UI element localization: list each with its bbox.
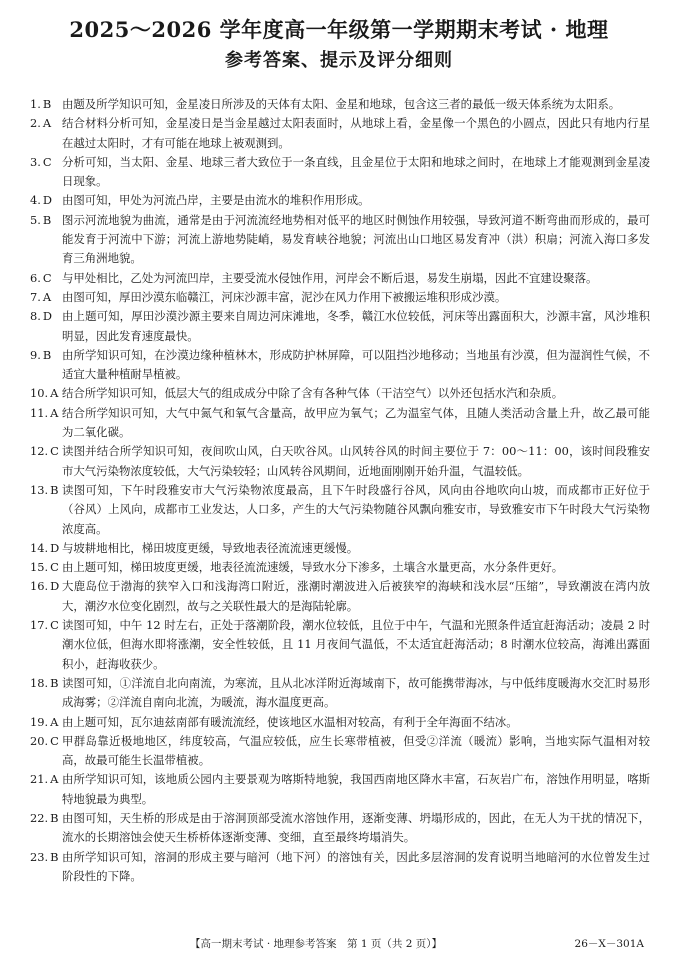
- answer-choice: B: [42, 347, 52, 362]
- footer-exam-code: 26－X－301A: [574, 938, 644, 950]
- answer-item-21: [30, 770, 650, 809]
- answer-explanation: 由所学知识可知，该地质公园内主要景观为喀斯特地貌，我国西南地区降水丰富，石灰岩广布，溶蚀作用明显，喀斯特地貌最为典型。: [62, 772, 650, 806]
- answer-choice: B: [50, 675, 59, 690]
- answer-number: 9.: [30, 347, 41, 362]
- page-footer: [0, 936, 678, 954]
- answer-number: 14.: [30, 540, 49, 555]
- answer-item-4: [30, 191, 650, 210]
- answer-item-2: [30, 114, 650, 153]
- answer-explanation: 分析可知，当太阳、金星、地球三者大致位于一条直线，且金星位于太阳和地球之间时，在地球上才能观测到金星凌日现象。: [62, 154, 650, 189]
- answer-choice: C: [50, 444, 59, 459]
- answer-choice: D: [50, 579, 60, 594]
- answer-item-10: [30, 384, 650, 403]
- answer-explanation: 与坡耕地相比，梯田坡度更缓，导致地表径流流速更缓慢。: [62, 540, 359, 555]
- answer-number: 16.: [30, 579, 49, 594]
- answer-choice: C: [50, 560, 59, 575]
- answer-explanation: 由图可知，甲处为河流凸岸，主要是由流水的堆积作用形成。: [62, 193, 370, 208]
- answer-choice: B: [42, 212, 52, 227]
- answer-choice: C: [42, 270, 52, 285]
- answer-explanation: 由所学知识可知，溶洞的形成主要与暗河（地下河）的溶蚀有关，因此多层溶洞的发育说明当地暗河的水位曾发生过阶段性的下降。: [62, 849, 650, 883]
- answer-choice: B: [50, 849, 59, 864]
- answer-number: 4.: [30, 193, 41, 208]
- answer-choice: D: [42, 193, 53, 208]
- answer-number: 2.: [30, 116, 41, 131]
- answer-explanation: 读图并结合所学知识可知，夜间吹山风，白天吹谷风。山风转谷风的时间主要位于 7：00～11：00，该时间段雅安市大气污染物浓度较低，大气污染较轻；山风转谷风期间，近地面刚刚开始升温，气温较低。: [62, 444, 650, 478]
- answer-number: 21.: [30, 772, 49, 787]
- answer-choice: D: [42, 309, 53, 324]
- answer-item-6: [30, 269, 650, 288]
- answer-item-9: [30, 346, 650, 385]
- answer-choice: A: [50, 714, 59, 729]
- answer-number: 23.: [30, 849, 49, 864]
- answer-number: 10.: [30, 386, 49, 401]
- answer-item-14: [30, 539, 650, 558]
- answer-item-12: [30, 442, 650, 481]
- answer-choice: B: [50, 810, 59, 825]
- answer-item-16: [30, 577, 650, 616]
- answer-explanation: 结合材料分析可知，金星凌日是当金星越过太阳表面时，从地球上看，金星像一个黑色的小圆点，因此只有地内行星在越过太阳时，才有可能在地球上被观测到。: [62, 116, 650, 150]
- answer-number: 7.: [30, 289, 41, 304]
- answer-explanation: 结合所学知识可知，低层大气的组成成分中除了含有各种气体（干洁空气）以外还包括水汽和杂质。: [62, 386, 564, 401]
- answer-explanation: 甲群岛靠近极地地区，纬度较高，气温应较低，应生长寒带植被，但受②洋流（暖流）影响，当地实际气温相对较高，故最可能生长温带植被。: [62, 733, 650, 768]
- answer-explanation: 由图可知，厚田沙漠东临赣江，河床沙源丰富，泥沙在风力作用下被搬运堆积形成沙漠。: [62, 289, 507, 304]
- answer-choice: A: [42, 116, 52, 131]
- answer-item-11: [30, 404, 650, 443]
- answer-number: 11.: [30, 405, 49, 420]
- answer-item-13: [30, 481, 650, 539]
- answer-explanation: 由上题可知，瓦尔迪兹南部有暖流流经，使该地区水温相对较高，有利于全年海面不结冰。: [62, 714, 518, 729]
- answer-number: 20.: [30, 733, 49, 748]
- answer-choice: C: [50, 733, 59, 748]
- answer-number: 5.: [30, 212, 41, 227]
- answer-item-23: [30, 848, 650, 887]
- answer-explanation: 由题及所学知识可知，金星凌日所涉及的天体有太阳、金星和地球，包含这三者的最低一级天体系统为太阳系。: [62, 97, 621, 111]
- answer-explanation: 读图可知，①洋流自北向南流，为寒流，且从北冰洋附近海域南下，故可能携带海冰，与中低纬度暖海水交汇时易形成海雾；②洋流自南向北流，为暖流，海水温度更高。: [62, 675, 650, 710]
- answer-choice: A: [50, 405, 59, 420]
- answer-number: 15.: [30, 560, 49, 575]
- answer-choice: A: [42, 289, 52, 304]
- answer-number: 17.: [30, 618, 49, 633]
- answer-item-1: [30, 95, 650, 114]
- answer-choice: C: [42, 154, 52, 169]
- answer-number: 6.: [30, 270, 41, 285]
- answer-number: 1.: [30, 97, 41, 111]
- answer-number: 19.: [30, 714, 49, 729]
- answer-choice: C: [50, 618, 59, 633]
- answer-choice: A: [50, 386, 59, 401]
- answer-choice: B: [42, 97, 52, 111]
- answer-item-15: [30, 558, 650, 577]
- answer-choice: A: [50, 772, 59, 787]
- answer-number: 22.: [30, 810, 49, 825]
- answer-number: 8.: [30, 309, 41, 324]
- page-subtitle: 参考答案、提示及评分细则: [225, 50, 453, 71]
- answer-number: 18.: [30, 675, 49, 690]
- answer-item-5: [30, 211, 650, 269]
- answer-item-22: [30, 809, 650, 848]
- answer-explanation: 读图可知，下午时段雅安市大气污染物浓度最高，且下午时段盛行谷风，风向由谷地吹向山坡，而成都市正好位于（谷风）上风向，成都市工业发达，人口多，产生的大气污染物随谷风飘向雅安市，导致雅安市下午时段大气污染物浓度高。: [62, 482, 650, 536]
- answer-item-17: [30, 616, 650, 674]
- page-title: 2025～2026 学年度高一年级第一学期期末考试 · 地理: [69, 17, 609, 42]
- answer-number: 12.: [30, 444, 49, 459]
- answer-number: 3.: [30, 154, 41, 169]
- footer-page-info: 【高一期末考试 · 地理参考答案 第 1 页（共 2 页）】: [190, 938, 442, 950]
- answer-explanation: 结合所学知识可知，大气中氮气和氧气含量高，故甲应为氧气；乙为温室气体，且随人类活动含量上升，故乙最可能为二氧化碳。: [62, 405, 650, 440]
- answer-item-18: [30, 674, 650, 713]
- answer-explanation: 由上题可知，厚田沙漠沙源主要来自周边河床滩地，冬季，赣江水位较低，河床等出露面积大，沙源丰富，风沙堆积明显，因此发育速度最快。: [62, 309, 650, 343]
- answer-explanation: 与甲处相比，乙处为河流凹岸，主要受流水侵蚀作用，河岸会不断后退，易发生崩塌，因此不宜建设聚落。: [62, 270, 598, 285]
- answer-explanation: 图示河流地貌为曲流，通常是由于河流流经地势相对低平的地区时侧蚀作用较强，导致河道不断弯曲而形成的，最可能发育于河流中下游；河流上游地势陡峭，易发育峡谷地貌；河流出山口地区易发育冲（洪）积扇；河流入海口多发育三角洲地貌。: [62, 212, 650, 266]
- answer-number: 13.: [30, 482, 49, 497]
- answer-explanation: 大鹿岛位于渤海的狭窄入口和浅海湾口附近，涨潮时潮波进入后被狭窄的海峡和浅水层“压缩”，导致潮波在湾内放大，潮汐水位变化剧烈，故与之关联性最大的是海陆轮廓。: [62, 579, 650, 613]
- answer-list: [30, 95, 650, 886]
- answer-item-3: [30, 153, 650, 192]
- answer-item-20: [30, 732, 650, 771]
- answer-item-8: [30, 307, 650, 346]
- answer-item-19: [30, 713, 650, 732]
- answer-explanation: 读图可知，中午 12 时左右，正处于落潮阶段，潮水位较低，且位于中午，气温和光照条件适宜赶海活动；凌晨 2 时潮水位低，但海水即将涨潮，安全性较低，且 11 月夜间气温低，不太适宜赶海活动；8 时潮水位较高，海滩出露面积小，赶海收获少。: [62, 618, 650, 671]
- answer-choice: D: [50, 540, 60, 555]
- answer-explanation: 由图可知，天生桥的形成是由于溶洞顶部受流水溶蚀作用，逐渐变薄、坍塌形成的，因此，在无人为干扰的情况下，流水的长期溶蚀会使天生桥桥体逐渐变薄、变细，直至最终垮塌消失。: [62, 810, 650, 845]
- answer-choice: B: [50, 482, 59, 497]
- answer-item-7: [30, 288, 650, 307]
- answer-explanation: 由上题可知，梯田坡度更缓，地表径流流速缓，导致水分下渗多，土壤含水量更高，水分条件更好。: [62, 560, 564, 575]
- answer-explanation: 由所学知识可知，在沙漠边缘种植林木，形成防护林屏障，可以阻挡沙地移动；当地虽有沙漠，但为湿润性气候，不适宜大量种植耐旱植被。: [62, 347, 650, 382]
